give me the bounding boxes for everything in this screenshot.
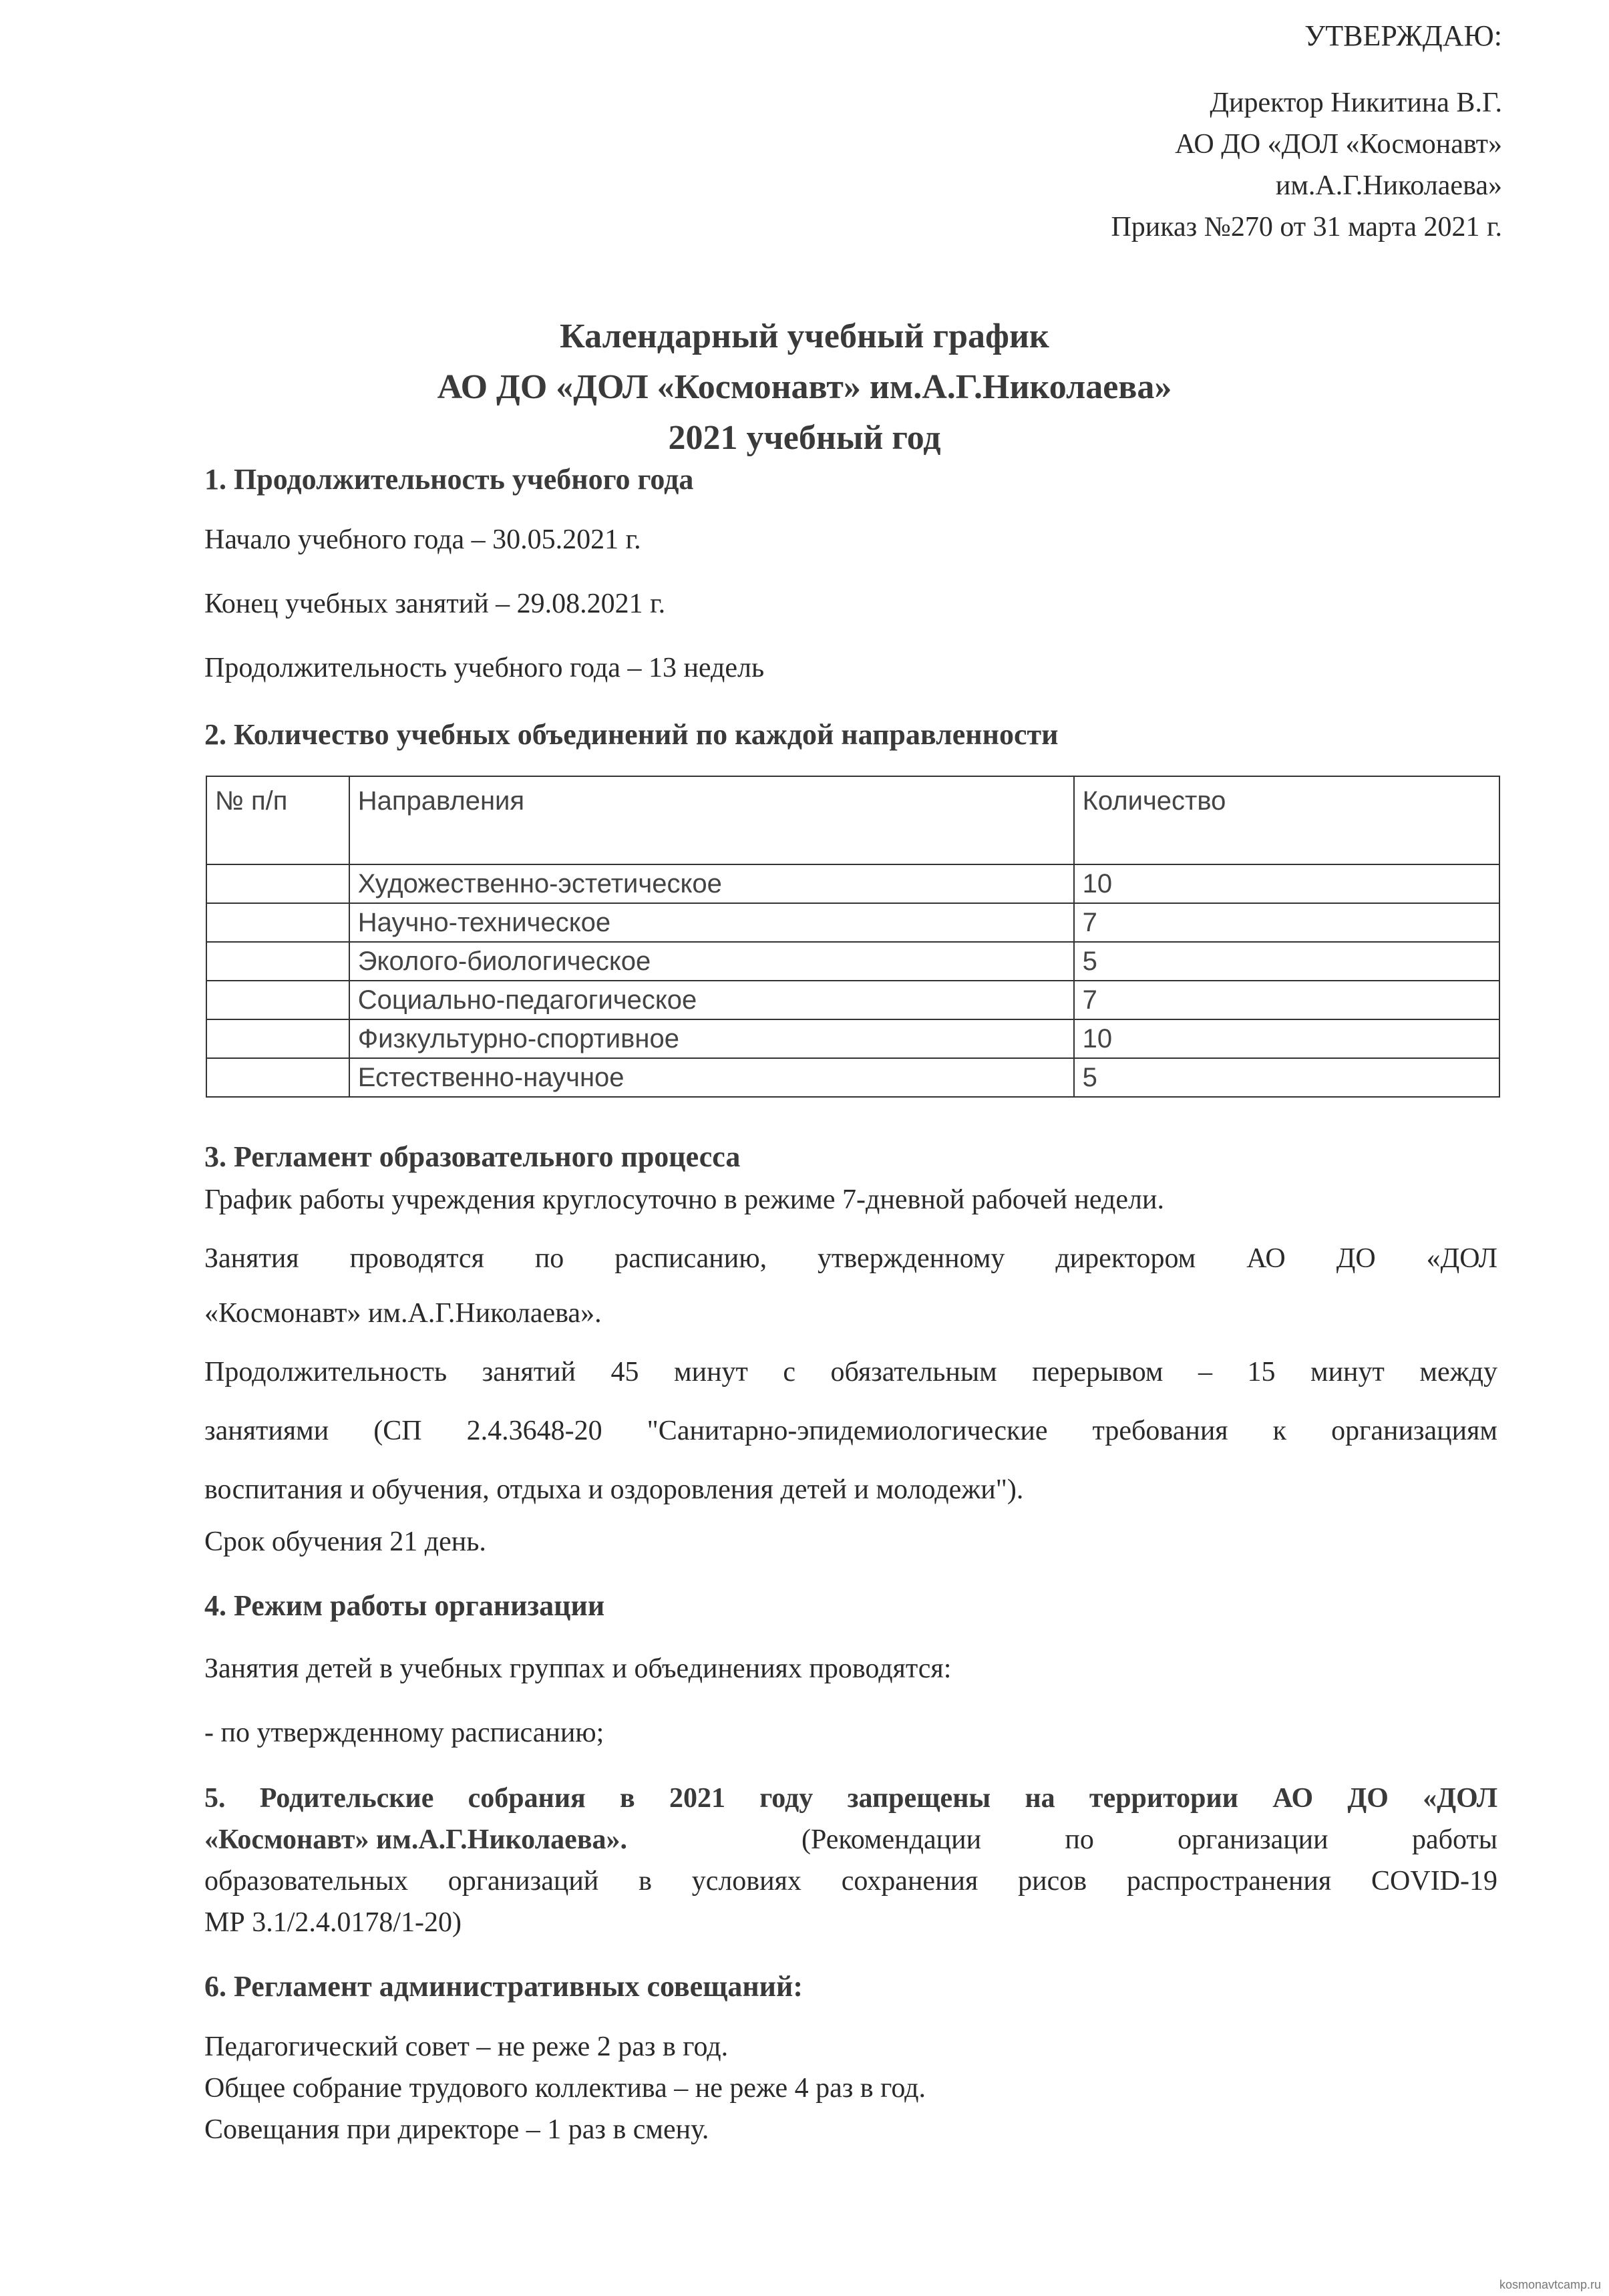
row-number bbox=[206, 1019, 349, 1058]
row-count: 10 bbox=[1074, 1019, 1499, 1058]
table-row bbox=[206, 1058, 1499, 1097]
section3-schedule: График работы учреждения круглосуточно в режиме 7-дневной рабочей недели. bbox=[204, 1184, 1164, 1215]
section2-heading: 2. Количество учебных объединений по каждой направленности bbox=[204, 718, 1059, 751]
row-number bbox=[206, 981, 349, 1019]
table-row bbox=[206, 864, 1499, 903]
section5-recommendation-line3: образовательных организаций в условиях сохранения рисов распространения COVID-19 bbox=[204, 1866, 1497, 1897]
section3-duration-line3: воспитания и обучения, отдыха и оздоровления детей и молодежи"). bbox=[204, 1474, 1024, 1505]
column-header-number: № п/п bbox=[206, 776, 349, 864]
row-number bbox=[206, 903, 349, 942]
row-direction: Художественно-эстетическое bbox=[349, 864, 1074, 903]
approval-line-org: АО ДО «ДОЛ «Космонавт» bbox=[1175, 129, 1502, 160]
table-row bbox=[206, 942, 1499, 981]
table-row bbox=[206, 903, 1499, 942]
section6-general-meeting: Общее собрание трудового коллектива – не реже 4 раз в год. bbox=[204, 2073, 926, 2104]
column-header-count: Количество bbox=[1074, 776, 1499, 864]
document-title-org: АО ДО «ДОЛ «Космонавт» им.А.Г.Николаева» bbox=[437, 368, 1172, 406]
row-direction: Эколого-биологическое bbox=[349, 942, 1074, 981]
section6-director-meeting: Совещания при директоре – 1 раз в смену. bbox=[204, 2114, 709, 2145]
row-count: 5 bbox=[1074, 1058, 1499, 1097]
section6-heading: 6. Регламент административных совещаний: bbox=[204, 1970, 803, 2003]
section5-heading-line1: 5. Родительские собрания в 2021 году запрещены на территории АО ДО «ДОЛ bbox=[204, 1783, 1497, 1814]
document-title: Календарный учебный график bbox=[560, 317, 1049, 355]
section1-duration: Продолжительность учебного года – 13 недель bbox=[204, 653, 765, 683]
row-count: 7 bbox=[1074, 981, 1499, 1019]
section3-heading: 3. Регламент образовательного процесса bbox=[204, 1140, 741, 1173]
table-header-row bbox=[206, 776, 1499, 864]
section1-heading: 1. Продолжительность учебного года bbox=[204, 463, 694, 496]
section1-end: Конец учебных занятий – 29.08.2021 г. bbox=[204, 589, 666, 619]
section5-heading-line2: «Космонавт» им.А.Г.Николаева». bbox=[204, 1824, 627, 1855]
row-number bbox=[206, 942, 349, 981]
table-row bbox=[206, 1019, 1499, 1058]
section4-heading: 4. Режим работы организации bbox=[204, 1589, 605, 1622]
section3-duration-line2: занятиями (СП 2.4.3648-20 "Санитарно-эпидемиологические требования к организациям bbox=[204, 1416, 1497, 1446]
section3-classes-line1: Занятия проводятся по расписанию, утвержденному директором АО ДО «ДОЛ bbox=[204, 1243, 1497, 1274]
row-number bbox=[206, 864, 349, 903]
section5-recommendation-line4: МР 3.1/2.4.0178/1-20) bbox=[204, 1907, 462, 1938]
approval-line-name: им.А.Г.Николаева» bbox=[1275, 170, 1502, 201]
section3-duration-line1: Продолжительность занятий 45 минут с обязательным перерывом – 15 минут между bbox=[204, 1357, 1497, 1387]
site-watermark: kosmonavtcamp.ru bbox=[1499, 2278, 1601, 2291]
row-count: 7 bbox=[1074, 903, 1499, 942]
directions-table bbox=[206, 776, 1500, 1098]
row-number bbox=[206, 1058, 349, 1097]
row-direction: Физкультурно-спортивное bbox=[349, 1019, 1074, 1058]
table-row bbox=[206, 981, 1499, 1019]
section4-classes: Занятия детей в учебных группах и объединениях проводятся: bbox=[204, 1653, 952, 1684]
section6-pedagogical-council: Педагогический совет – не реже 2 раз в год. bbox=[204, 2031, 729, 2062]
approval-line-director: Директор Никитина В.Г. bbox=[1210, 88, 1502, 118]
row-count: 5 bbox=[1074, 942, 1499, 981]
section4-schedule-item: - по утвержденному расписанию; bbox=[204, 1717, 604, 1748]
column-header-direction: Направления bbox=[349, 776, 1074, 864]
row-direction: Естественно-научное bbox=[349, 1058, 1074, 1097]
approval-line-order: Приказ №270 от 31 марта 2021 г. bbox=[1111, 212, 1502, 242]
row-count: 10 bbox=[1074, 864, 1499, 903]
row-direction: Социально-педагогическое bbox=[349, 981, 1074, 1019]
row-direction: Научно-техническое bbox=[349, 903, 1074, 942]
section3-classes-line2: «Космонавт» им.А.Г.Николаева». bbox=[204, 1298, 602, 1329]
section3-term: Срок обучения 21 день. bbox=[204, 1526, 486, 1557]
section1-start: Начало учебного года – 30.05.2021 г. bbox=[204, 524, 641, 555]
section5-recommendation-start: (Рекомендации по организации работы bbox=[801, 1824, 1497, 1855]
approval-heading: УТВЕРЖДАЮ: bbox=[1304, 19, 1502, 52]
document-title-year: 2021 учебный год bbox=[668, 419, 941, 457]
